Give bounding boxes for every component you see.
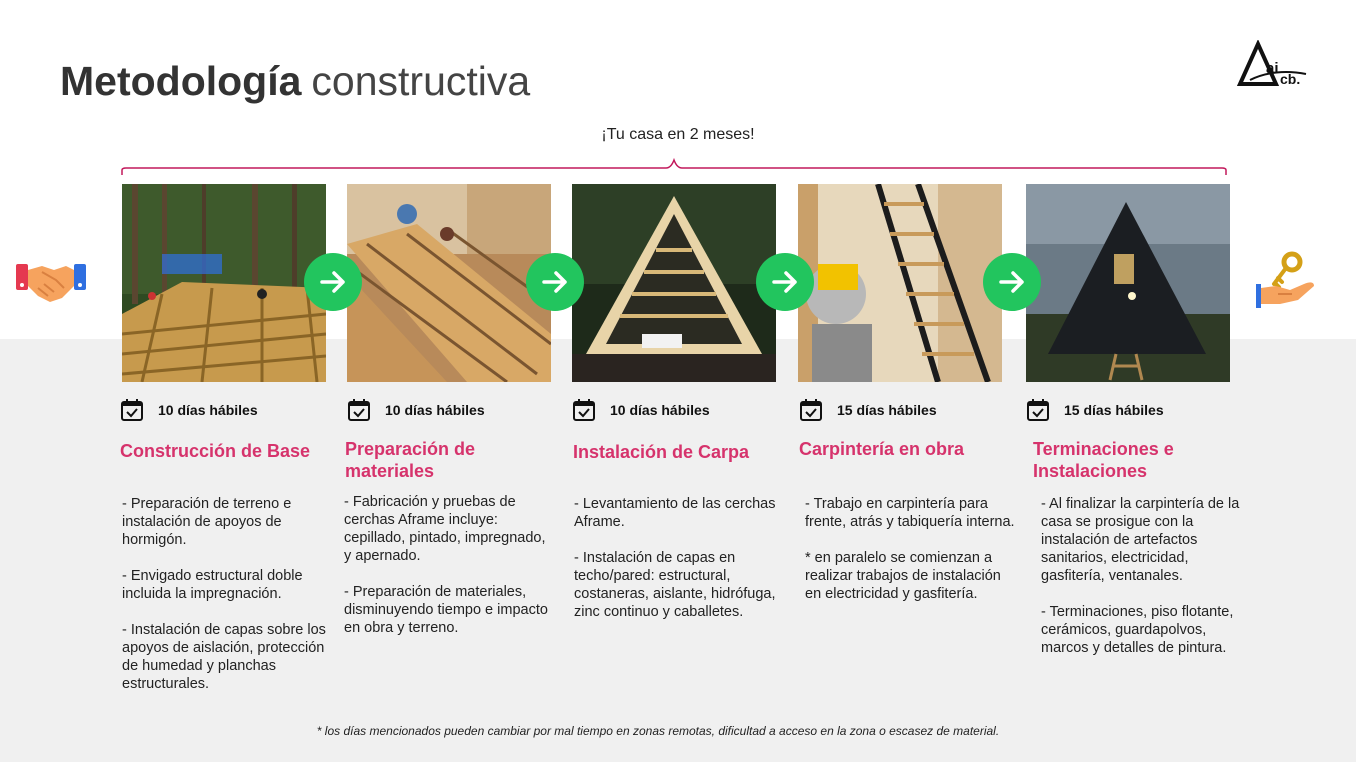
step-2-days: 10 días hábiles bbox=[385, 402, 485, 418]
step-4-description bbox=[805, 495, 1015, 621]
step-4-duration bbox=[799, 398, 937, 422]
handshake-icon bbox=[14, 254, 88, 308]
step-3-days: 10 días hábiles bbox=[610, 402, 710, 418]
step-1-duration bbox=[120, 398, 258, 422]
timeline-bracket bbox=[120, 156, 1228, 176]
photo-base-construction bbox=[122, 184, 326, 382]
next-arrow-1 bbox=[304, 253, 362, 311]
photo-carpentry bbox=[798, 184, 1002, 382]
page-title bbox=[60, 58, 530, 105]
arrow-right-icon bbox=[997, 267, 1027, 297]
step-4-paragraph: - Trabajo en carpintería para frente, atrás y tabiquería interna. bbox=[805, 496, 1015, 530]
logo-text-top: ai bbox=[1266, 60, 1279, 77]
step-5-duration bbox=[1026, 398, 1164, 422]
next-arrow-3 bbox=[756, 253, 814, 311]
step-5-days: 15 días hábiles bbox=[1064, 402, 1164, 418]
photo-finished-cabin bbox=[1026, 184, 1230, 382]
step-1-paragraph: - Instalación de capas sobre los apoyos de aislación, protección de humedad y planchas estructurales. bbox=[122, 622, 326, 692]
step-5-description bbox=[1041, 495, 1253, 675]
step-3-duration bbox=[572, 398, 710, 422]
title-bold: Metodología bbox=[60, 58, 302, 104]
calendar-check-icon bbox=[799, 398, 823, 422]
photo-aframe-installation bbox=[572, 184, 776, 382]
company-logo bbox=[1236, 40, 1308, 90]
calendar-check-icon bbox=[347, 398, 371, 422]
arrow-right-icon bbox=[318, 267, 348, 297]
step-2-paragraph: - Fabricación y pruebas de cerchas Aframe incluye: cepillado, pintado, impregnado, y apernado. bbox=[344, 494, 546, 564]
logo-text-bottom: cb. bbox=[1280, 71, 1301, 87]
step-1-paragraph: - Preparación de terreno e instalación de apoyos de hormigón. bbox=[122, 496, 292, 548]
next-arrow-4 bbox=[983, 253, 1041, 311]
step-3-description bbox=[574, 495, 786, 639]
step-1-days: 10 días hábiles bbox=[158, 402, 258, 418]
step-2-title: Preparación de materiales bbox=[345, 439, 476, 481]
key-in-hand-icon bbox=[1254, 250, 1318, 312]
step-2-description bbox=[344, 493, 556, 655]
step-3-paragraph: - Levantamiento de las cerchas Aframe. bbox=[574, 496, 776, 530]
title-light: constructiva bbox=[311, 58, 531, 104]
step-1-paragraph: - Envigado estructural doble incluida la impregnación. bbox=[122, 568, 303, 602]
step-3-title: Instalación de Carpa bbox=[573, 442, 750, 462]
subtitle: ¡Tu casa en 2 meses! bbox=[601, 126, 755, 143]
next-arrow-2 bbox=[526, 253, 584, 311]
footnote: * los días mencionados pueden cambiar por mal tiempo en zonas remotas, dificultad a acceso en la zona o escasez de material. bbox=[316, 724, 1000, 738]
photo-materials-preparation bbox=[347, 184, 551, 382]
arrow-right-icon bbox=[540, 267, 570, 297]
step-4-paragraph: * en paralelo se comienzan a realizar trabajos de instalación en electricidad y gasfitería. bbox=[805, 550, 1001, 602]
calendar-check-icon bbox=[120, 398, 144, 422]
arrow-right-icon bbox=[770, 267, 800, 297]
step-5-title: Terminaciones e Instalaciones bbox=[1033, 439, 1174, 481]
step-5-paragraph: - Al finalizar la carpintería de la casa se prosigue con la instalación de artefactos sanitarios, electricidad, gasfitería, ventanales. bbox=[1041, 496, 1240, 584]
calendar-check-icon bbox=[572, 398, 596, 422]
calendar-check-icon bbox=[1026, 398, 1050, 422]
step-3-paragraph: - Instalación de capas en techo/pared: estructural, costaneras, aislante, hidrófuga, zinc continuo y caballetes. bbox=[574, 550, 776, 620]
step-2-paragraph: - Preparación de materiales, disminuyendo tiempo e impacto en obra y terreno. bbox=[344, 584, 548, 636]
step-2-duration bbox=[347, 398, 485, 422]
step-5-paragraph: - Terminaciones, piso flotante, cerámicos, guardapolvos, marcos y detalles de pintura. bbox=[1041, 604, 1234, 656]
step-1-title: Construcción de Base bbox=[120, 441, 311, 461]
step-4-title: Carpintería en obra bbox=[799, 439, 965, 459]
step-4-days: 15 días hábiles bbox=[837, 402, 937, 418]
step-1-description bbox=[122, 495, 327, 711]
